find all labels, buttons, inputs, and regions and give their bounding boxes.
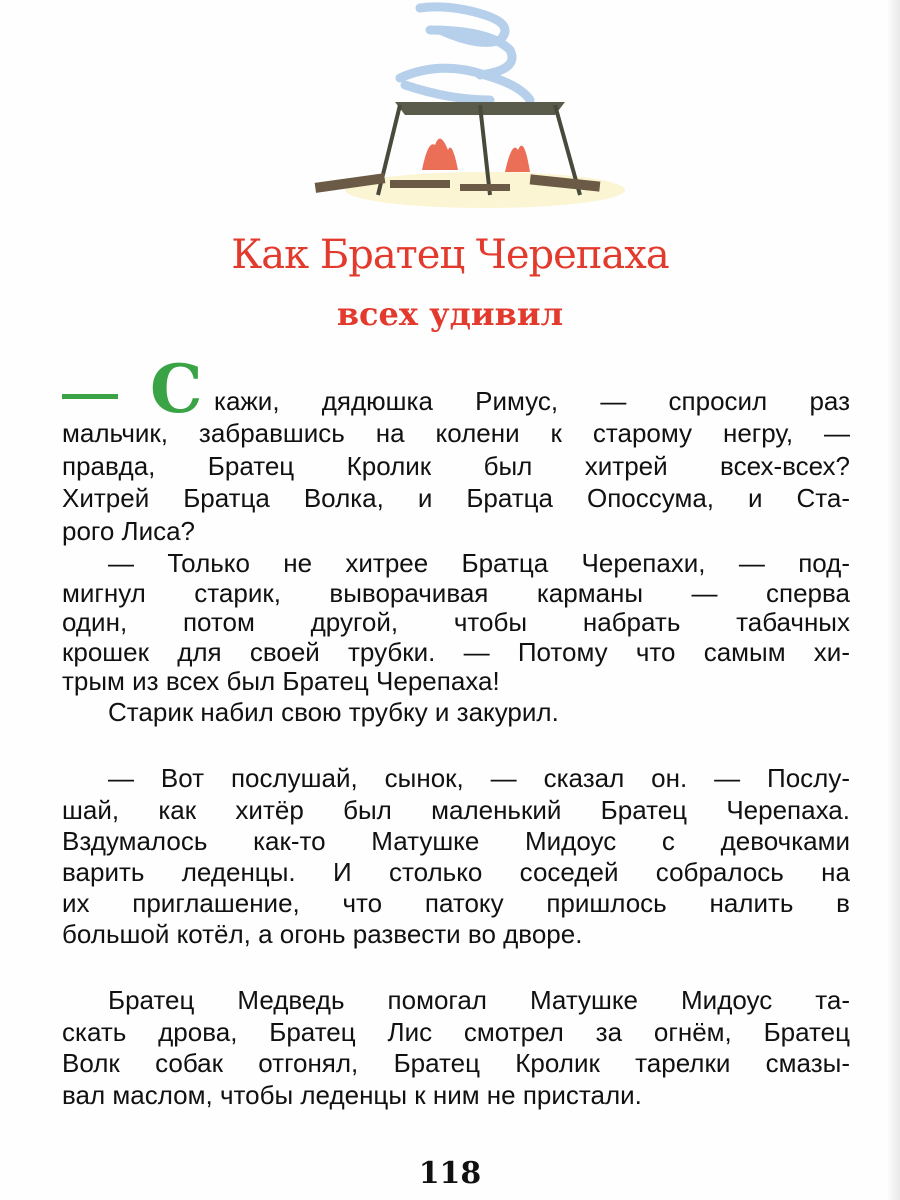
text-line: мигнул старик, выворачивая карманы — сперва <box>62 578 850 608</box>
page-edge-shadow <box>886 0 900 1200</box>
text-line: кажи, дядюшка Римус, — спросил раз <box>214 386 850 416</box>
text-line: большой котёл, а огонь развести во дворе. <box>62 919 583 949</box>
cauldron-illustration <box>300 0 640 210</box>
text-line: Вздумалось как-то Матушке Мидоус с девочками <box>62 826 850 856</box>
text-line: Хитрей Братца Волка, и Братца Опоссума, и Ста- <box>62 483 850 513</box>
text-line: варить леденцы. И столько соседей собралось на <box>62 857 850 887</box>
text-line: Братец Медведь помогал Матушке Мидоус та- <box>108 985 850 1015</box>
text-line: их приглашение, что патоку пришлось налить в <box>62 888 850 918</box>
text-line: Старик набил свою трубку и закурил. <box>108 697 559 727</box>
text-line: Волк собак отгонял, Братец Кролик тарелки смазы- <box>62 1048 850 1078</box>
text-line: крошек для своей трубки. — Потому что самым хи- <box>62 637 850 667</box>
text-line: — Вот послушай, сынок, — сказал он. — Послу- <box>108 763 850 793</box>
text-line: трым из всех был Братец Черепаха! <box>62 666 500 696</box>
text-line: мальчик, забравшись на колени к старому негру, — <box>62 418 850 448</box>
story-subtitle: всех удивил <box>336 295 564 333</box>
page-number: 118 <box>418 1156 482 1191</box>
text-line: один, потом другой, чтобы набрать табачных <box>62 607 850 637</box>
text-line: рого Лиса? <box>62 516 196 546</box>
text-line: шай, как хитёр был маленький Братец Черепаха. <box>62 795 850 825</box>
text-line: правда, Братец Кролик был хитрей всех-всех? <box>62 451 850 481</box>
text-line: вал маслом, чтобы леденцы к ним не пристали. <box>62 1080 642 1110</box>
dialogue-dash <box>62 394 118 399</box>
text-line: — Только не хитрее Братца Черепахи, — под- <box>108 548 850 578</box>
story-title: Как Братец Черепаха <box>231 232 669 278</box>
drop-cap: С <box>150 350 203 428</box>
text-line: скать дрова, Братец Лис смотрел за огнём, Братец <box>62 1017 850 1047</box>
